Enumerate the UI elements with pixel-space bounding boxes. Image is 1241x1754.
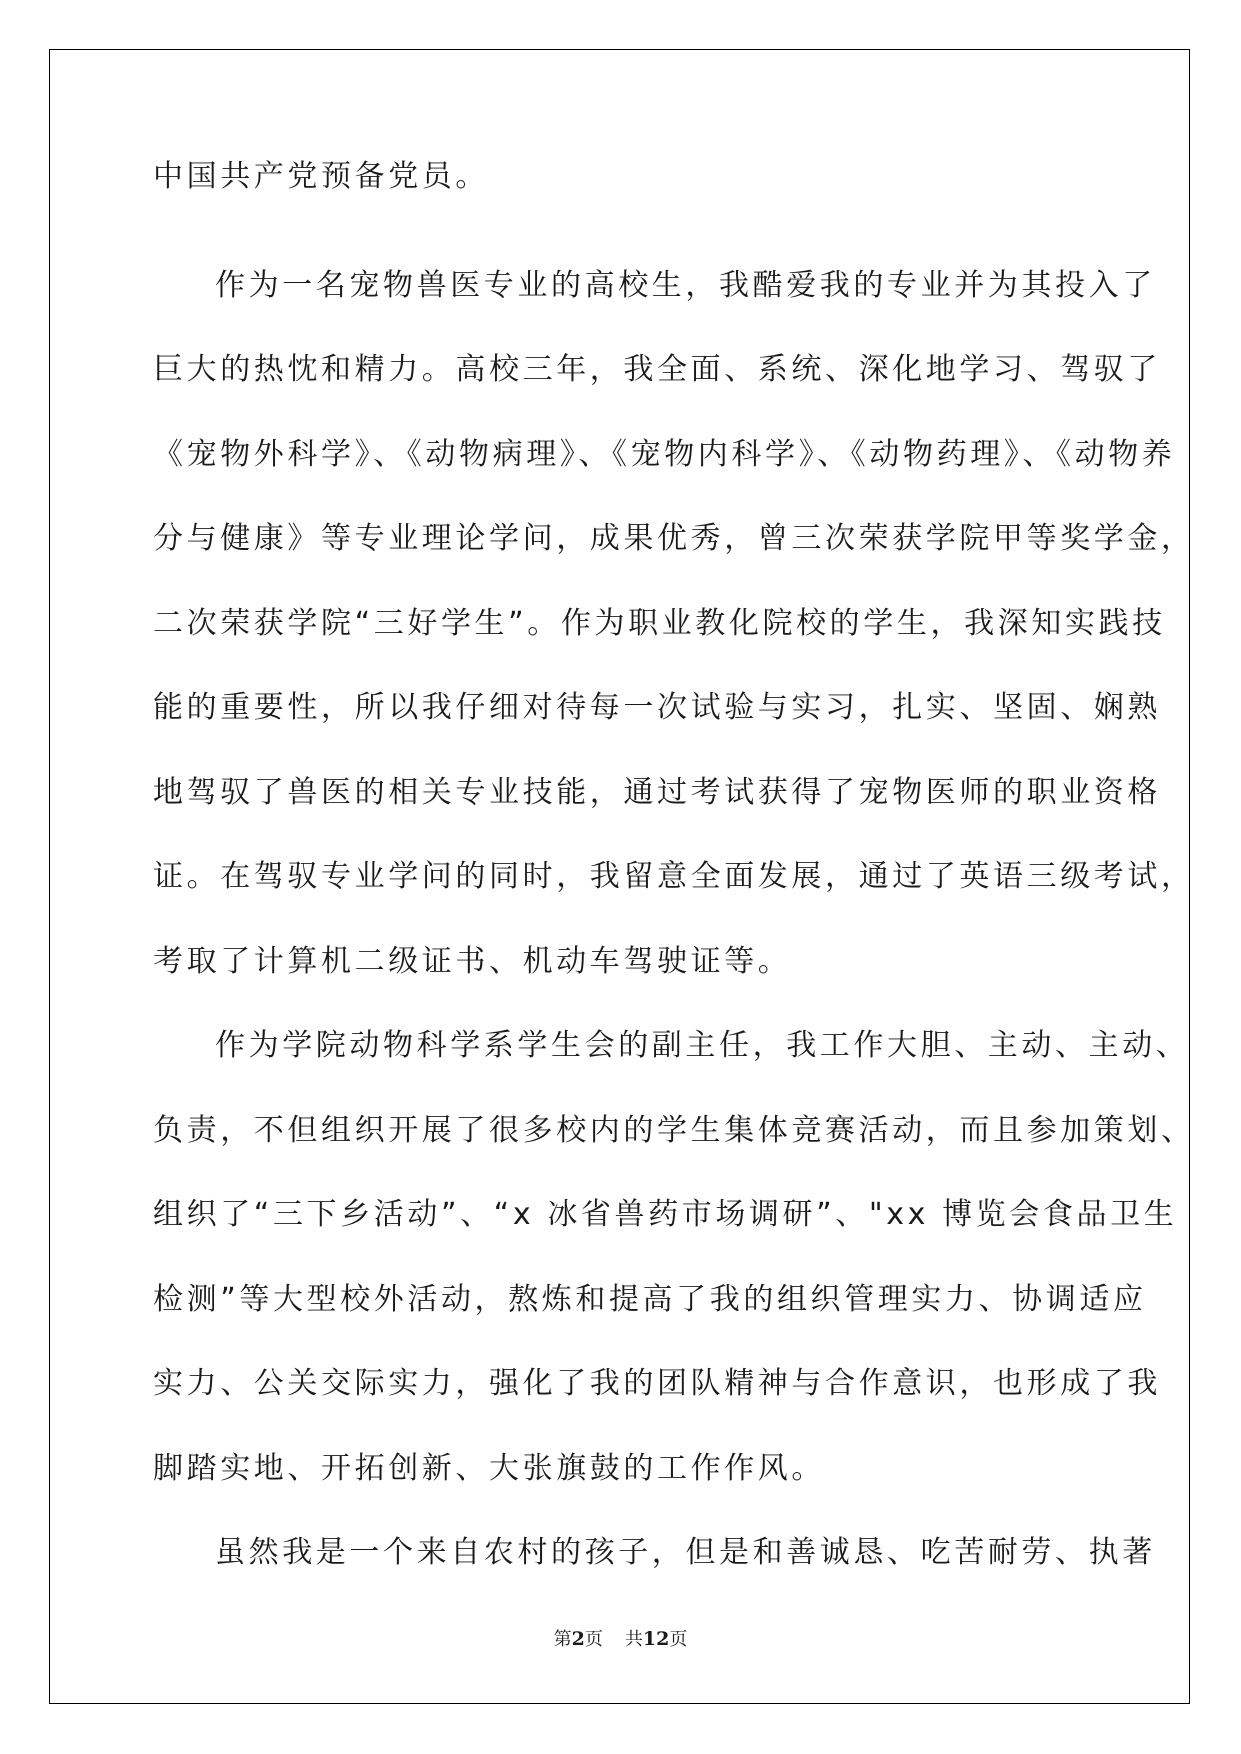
text-line: 负责，不但组织开展了很多校内的学生集体竞赛活动，而且参加策划、 xyxy=(153,1112,1195,1148)
text-line: 分与健康》等专业理论学问，成果优秀，曾三次荣获学院甲等奖学金， xyxy=(153,521,1195,556)
page-label-suffix: 页 xyxy=(584,1629,603,1650)
total-label-suffix: 页 xyxy=(669,1629,688,1650)
text-line: 《宠物外科学》、《动物病理》、《宠物内科学》、《动物药理》、《动物养 xyxy=(153,436,1176,472)
text-line: 检测”等大型校外活动，熬炼和提高了我的组织管理实力、协调适应 xyxy=(153,1281,1147,1317)
text-line: 中国共产党预备党员。 xyxy=(153,159,489,194)
total-pages: 12 xyxy=(642,1628,670,1650)
page-label-prefix: 第 xyxy=(553,1629,572,1650)
paragraph-start-line: 作为学院动物科学系学生会的副主任，我工作大胆、主动、主动、 xyxy=(215,1028,1190,1063)
text-line: 考取了计算机二级证书、机动车驾驶证等。 xyxy=(153,943,792,979)
paragraph-start-line: 作为一名宠物兽医专业的高校生，我酷爱我的专业并为其投入了 xyxy=(215,267,1156,303)
text-line: 组织了“三下乡活动”、“x 冰省兽药市场调研”、"xx 博览会食品卫生 xyxy=(153,1197,1178,1232)
text-line: 地驾驭了兽医的相关专业技能，通过考试获得了宠物医师的职业资格 xyxy=(153,774,1161,810)
text-line: 证。在驾驭专业学问的同时，我留意全面发展，通过了英语三级考试， xyxy=(153,859,1195,894)
text-line: 实力、公关交际实力，强化了我的团队精神与合作意识，也形成了我 xyxy=(153,1366,1161,1401)
text-line: 脚踏实地、开拓创新、大张旗鼓的工作作风。 xyxy=(153,1450,825,1486)
text-line: 能的重要性，所以我仔细对待每一次试验与实习，扎实、坚固、娴熟 xyxy=(153,690,1161,725)
text-line: 二次荣获学院“三好学生”。作为职业教化院校的学生，我深知实践技 xyxy=(153,605,1166,641)
paragraph-start-line: 虽然我是一个来自农村的孩子，但是和善诚恳、吃苦耐劳、执著 xyxy=(215,1535,1156,1570)
total-label-prefix: 共 xyxy=(624,1629,643,1650)
page-footer xyxy=(0,1625,1241,1651)
page-number: 2 xyxy=(571,1628,585,1650)
text-line: 巨大的热忱和精力。高校三年，我全面、系统、深化地学习、驾驭了 xyxy=(153,352,1161,387)
document-body xyxy=(153,159,1195,1596)
